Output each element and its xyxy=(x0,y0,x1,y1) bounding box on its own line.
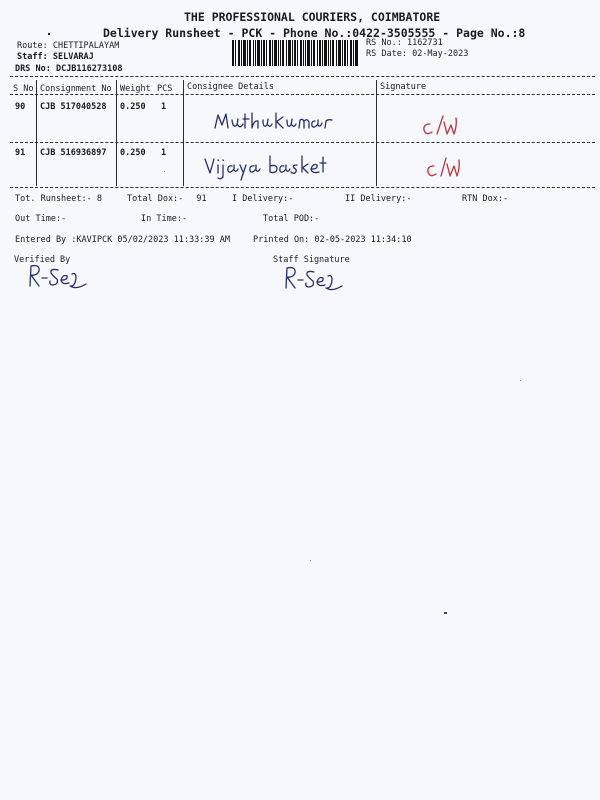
col-header-consignee: Consignee Details xyxy=(187,82,274,92)
drs-label: DRS No: xyxy=(15,64,51,74)
row-1-sno: 90 xyxy=(15,102,26,112)
route-label: Route: xyxy=(17,41,48,51)
drs-line xyxy=(15,64,122,74)
rs-no-value: 1162731 xyxy=(406,38,443,48)
row-separator-rule xyxy=(10,142,595,143)
verified-by-signature xyxy=(24,260,94,292)
entered-by: Entered By :KAVIPCK 05/02/2023 11:33:39 AM xyxy=(15,235,230,245)
row-1-signature-handwriting xyxy=(420,112,462,140)
table-top-rule xyxy=(10,76,595,77)
total-pod-label: Total POD:- xyxy=(263,214,320,224)
column-divider xyxy=(116,80,117,186)
runsheet-subtitle: Delivery Runsheet - PCK - Phone No.:0422-3505555 - Page No.:8 xyxy=(103,26,526,40)
rs-date-value: 02-May-2023 xyxy=(412,49,469,59)
row-2-pcs: 1 xyxy=(161,148,167,158)
total-dox-label: Total Dox:- xyxy=(127,194,184,204)
route-value: CHETTIPALAYAM xyxy=(52,41,120,51)
col-header-sno: S No xyxy=(13,84,34,94)
ii-delivery-label: II Delivery:- xyxy=(345,194,412,204)
row-2-signature-handwriting xyxy=(424,152,466,182)
col-header-signature: Signature xyxy=(380,82,427,92)
rs-no-line xyxy=(366,38,443,48)
i-delivery-label: I Delivery:- xyxy=(232,194,294,204)
scan-speck xyxy=(164,171,165,172)
total-dox-value: 91 xyxy=(196,194,207,204)
row-1-weight: 0.250 xyxy=(120,102,146,112)
row-2-sno: 91 xyxy=(15,148,26,158)
total-dox xyxy=(127,194,207,204)
table-bottom-rule xyxy=(10,187,595,188)
row-2-consignment: CJB 516936897 xyxy=(40,148,107,158)
scan-speck xyxy=(310,560,311,561)
staff-value: SELVARAJ xyxy=(52,52,94,62)
rs-date-label: RS Date: xyxy=(366,49,407,59)
col-header-weight: Weight xyxy=(120,84,151,94)
in-time-label: In Time:- xyxy=(141,214,188,224)
col-header-consignment: Consignment No xyxy=(40,84,112,94)
tot-runsheet xyxy=(15,194,102,204)
rs-no-label: RS No.: xyxy=(366,38,402,48)
rtn-dox-label: RTN Dox:- xyxy=(462,194,509,204)
tot-runsheet-value: 8 xyxy=(96,194,103,204)
staff-line xyxy=(17,52,94,62)
header-bottom-rule xyxy=(10,94,595,95)
scan-speck xyxy=(48,33,50,35)
tot-runsheet-label: Tot. Runsheet:- xyxy=(15,194,92,204)
company-title: THE PROFESSIONAL COURIERS, COIMBATORE xyxy=(184,10,441,24)
scan-speck xyxy=(444,612,447,614)
verified-by-label: Verified By xyxy=(14,255,71,265)
printed-on: Printed On: 02-05-2023 11:34:10 xyxy=(253,235,412,245)
barcode xyxy=(232,40,358,66)
staff-signature xyxy=(280,262,350,294)
scan-speck xyxy=(520,380,521,381)
row-2-consignee-handwriting xyxy=(202,152,332,182)
column-divider xyxy=(376,80,377,186)
staff-signature-label: Staff Signature xyxy=(273,255,350,265)
row-1-pcs: 1 xyxy=(161,102,167,112)
row-2-weight: 0.250 xyxy=(120,148,146,158)
rs-date-line xyxy=(366,49,468,59)
out-time-label: Out Time:- xyxy=(15,214,67,224)
route-line xyxy=(17,41,119,51)
drs-value: DCJB116273108 xyxy=(55,64,123,74)
row-1-consignee-handwriting xyxy=(212,108,338,134)
col-header-pcs: PCS xyxy=(157,84,173,94)
column-divider xyxy=(183,80,184,186)
staff-label: Staff: xyxy=(17,52,48,62)
row-1-consignment: CJB 517040528 xyxy=(40,102,107,112)
column-divider xyxy=(36,80,37,186)
